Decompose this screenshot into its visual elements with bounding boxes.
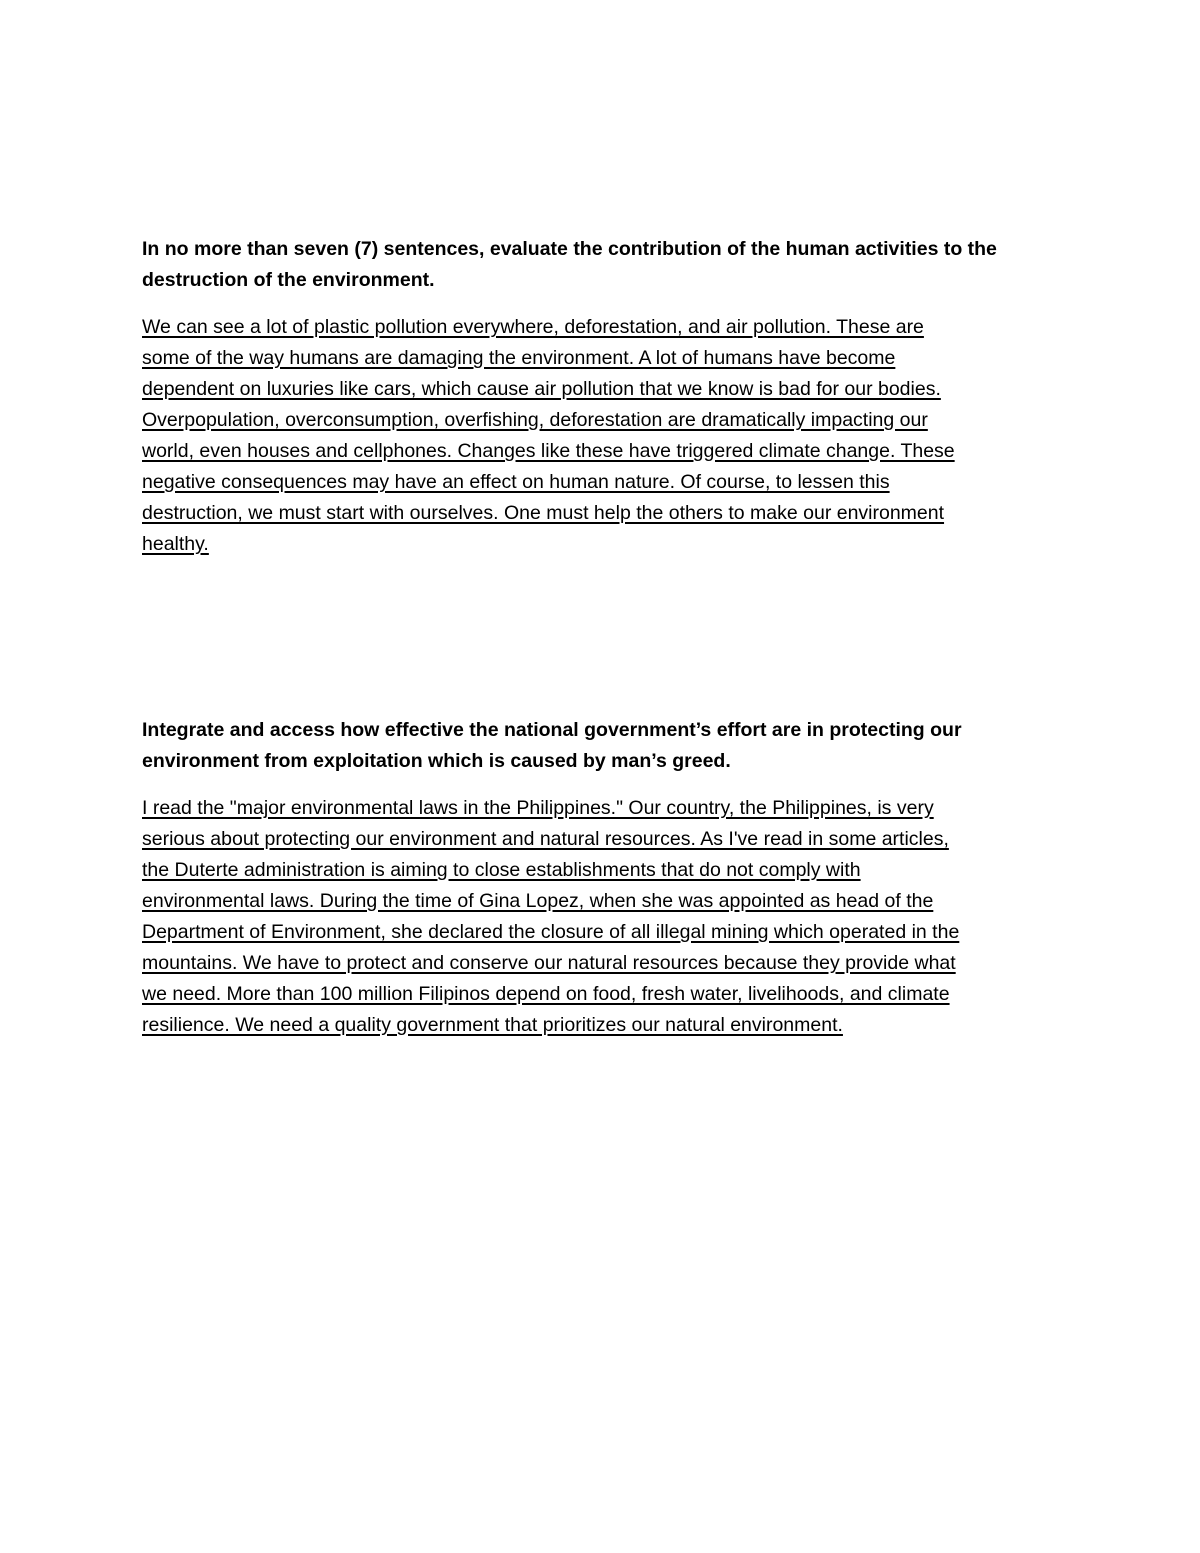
answer-1-line: Overpopulation, overconsumption, overfishing, deforestation are dramatically impacting our: [142, 409, 928, 431]
answer-2-line: resilience. We need a quality government that prioritizes our natural environment.: [142, 1014, 843, 1036]
answer-1-line: dependent on luxuries like cars, which cause air pollution that we know is bad for our bodies.: [142, 378, 941, 400]
answer-2-line: we need. More than 100 million Filipinos depend on food, fresh water, livelihoods, and climate: [142, 983, 950, 1005]
answer-1-line: some of the way humans are damaging the environment. A lot of humans have become: [142, 347, 896, 369]
question-2-line: Integrate and access how effective the national government’s effort are in protecting our: [142, 719, 962, 741]
answer-2-line: Department of Environment, she declared the closure of all illegal mining which operated in the: [142, 921, 960, 943]
answer-2-line: the Duterte administration is aiming to close establishments that do not comply with: [142, 859, 861, 881]
answer-1-line: healthy.: [142, 533, 209, 555]
answer-1-line: We can see a lot of plastic pollution everywhere, deforestation, and air pollution. These are: [142, 316, 924, 338]
answer-2-line: environmental laws. During the time of Gina Lopez, when she was appointed as head of the: [142, 890, 934, 912]
answer-2-line: I read the "major environmental laws in the Philippines." Our country, the Philippines, is very: [142, 797, 934, 819]
answer-1-line: world, even houses and cellphones. Changes like these have triggered climate change. These: [142, 440, 955, 462]
answer-2-line: serious about protecting our environment and natural resources. As I've read in some articles,: [142, 828, 949, 850]
question-1-line: destruction of the environment.: [142, 269, 435, 291]
question-1-line: In no more than seven (7) sentences, evaluate the contribution of the human activities to the: [142, 238, 997, 260]
question-2-line: environment from exploitation which is caused by man’s greed.: [142, 750, 731, 772]
answer-2-line: mountains. We have to protect and conserve our natural resources because they provide what: [142, 952, 956, 974]
answer-1-line: destruction, we must start with ourselves. One must help the others to make our environment: [142, 502, 945, 524]
answer-1-line: negative consequences may have an effect on human nature. Of course, to lessen this: [142, 471, 890, 493]
